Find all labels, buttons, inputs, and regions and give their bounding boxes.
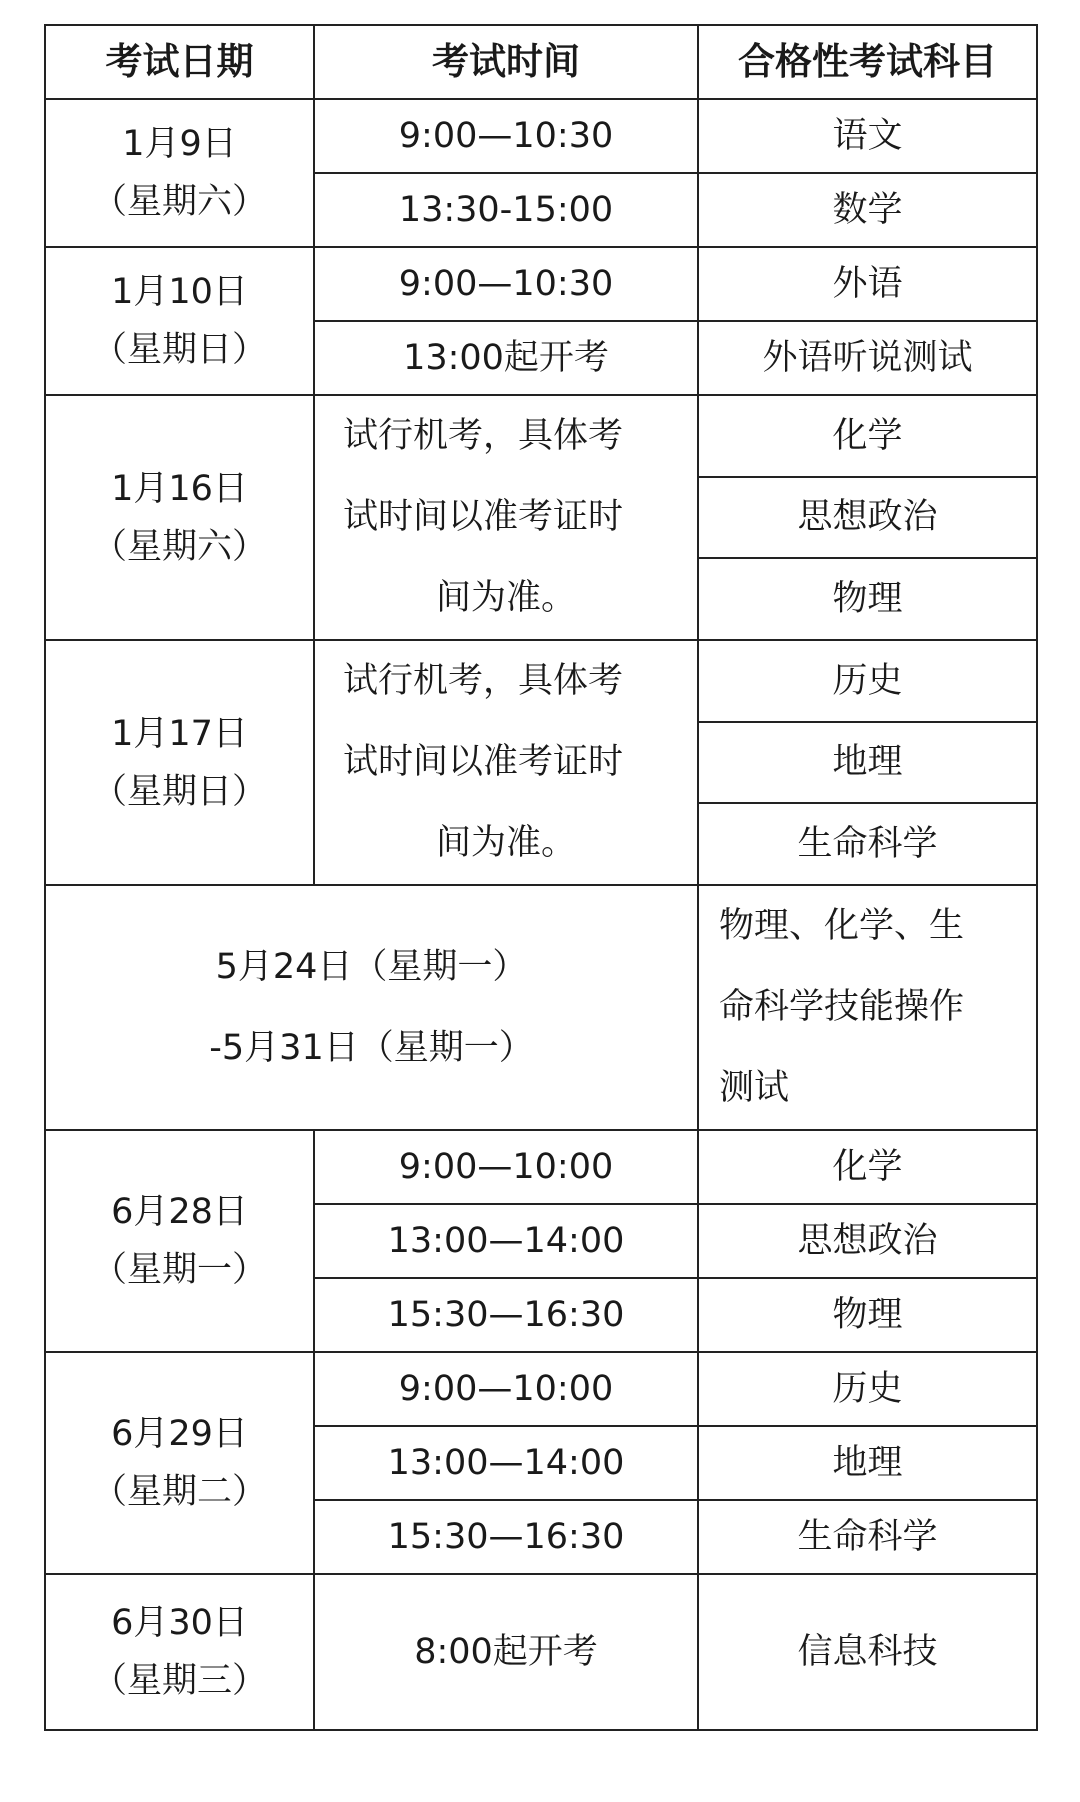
time-cell: 8:00起开考: [314, 1574, 698, 1730]
date-cell: [45, 640, 314, 885]
date-text: 1月16日: [111, 468, 248, 509]
weekday-text: （星期一）: [91, 1250, 267, 1290]
table-row: [45, 247, 1037, 321]
exam-schedule-table: [44, 24, 1038, 1731]
subject-cell: 语文: [698, 99, 1037, 173]
date-cell: [45, 99, 314, 247]
header-time: 考试时间: [314, 25, 698, 99]
subject-cell: 地理: [698, 722, 1037, 804]
time-cell: 13:00—14:00: [314, 1204, 698, 1278]
time-note-line: 间为准。: [435, 578, 576, 618]
time-note-line: 间为准。: [435, 823, 576, 863]
table-row: [45, 640, 1037, 722]
time-note-cell: [314, 395, 698, 640]
subject-cell: 生命科学: [698, 803, 1037, 885]
time-cell: 13:30-15:00: [314, 173, 698, 247]
time-note-cell: [314, 640, 698, 885]
table-row: [45, 395, 1037, 477]
subject-cell: 历史: [698, 1352, 1037, 1426]
weekday-text: （星期六）: [91, 526, 267, 567]
subject-cell: 物理: [698, 1278, 1037, 1352]
time-cell: 15:30—16:30: [314, 1278, 698, 1352]
subject-cell: 化学: [698, 1130, 1037, 1204]
subject-cell: 物理: [698, 558, 1037, 640]
date-text: 1月10日: [111, 272, 248, 312]
date-text: 6月28日: [111, 1192, 248, 1232]
subject-cell: 外语: [698, 247, 1037, 321]
date-text: 1月9日: [122, 124, 237, 164]
table-row: [45, 99, 1037, 173]
subject-cell: 外语听说测试: [698, 321, 1037, 395]
weekday-text: （星期日）: [91, 330, 267, 370]
date-cell: [45, 1574, 314, 1730]
time-note-line: 试行机考，具体考: [343, 416, 624, 456]
time-cell: 9:00—10:30: [314, 247, 698, 321]
time-cell: 9:00—10:00: [314, 1130, 698, 1204]
header-row: [45, 25, 1037, 99]
subject-note-line: 命科学技能操作: [719, 987, 965, 1027]
time-cell: 9:00—10:00: [314, 1352, 698, 1426]
header-date: 考试日期: [45, 25, 314, 99]
time-cell: 9:00—10:30: [314, 99, 698, 173]
time-note-line: 试时间以准考证时: [343, 497, 624, 537]
time-cell: 15:30—16:30: [314, 1500, 698, 1574]
date-range-line: 5月24日（星期一）: [215, 946, 528, 987]
weekday-text: （星期三）: [91, 1661, 267, 1701]
table-row: [45, 1130, 1037, 1204]
subject-note-line: 测试: [719, 1068, 790, 1108]
time-cell: 13:00起开考: [314, 321, 698, 395]
subject-cell: 历史: [698, 640, 1037, 722]
table-row: [45, 885, 1037, 1130]
weekday-text: （星期二）: [91, 1472, 267, 1512]
subject-cell: 信息科技: [698, 1574, 1037, 1730]
date-cell: [45, 1352, 314, 1574]
weekday-text: （星期六）: [91, 182, 267, 222]
time-cell: 13:00—14:00: [314, 1426, 698, 1500]
subject-cell: 生命科学: [698, 1500, 1037, 1574]
subject-cell: 化学: [698, 395, 1037, 477]
date-text: 6月29日: [111, 1414, 248, 1454]
subject-cell: 数学: [698, 173, 1037, 247]
date-text: 1月17日: [111, 713, 248, 754]
header-subject: 合格性考试科目: [698, 25, 1037, 99]
date-cell: [45, 247, 314, 395]
subject-cell: 思想政治: [698, 477, 1037, 559]
date-text: 6月30日: [111, 1603, 248, 1643]
date-range-cell: [45, 885, 698, 1130]
subject-note-cell: [698, 885, 1037, 1130]
date-cell: [45, 1130, 314, 1352]
table-row: [45, 1352, 1037, 1426]
subject-note-line: 物理、化学、生: [719, 906, 965, 946]
subject-cell: 地理: [698, 1426, 1037, 1500]
weekday-text: （星期日）: [91, 771, 267, 812]
date-range-line: -5月31日（星期一）: [209, 1027, 534, 1068]
time-note-line: 试行机考，具体考: [343, 661, 624, 701]
subject-cell: 思想政治: [698, 1204, 1037, 1278]
table-row: [45, 1574, 1037, 1730]
date-cell: [45, 395, 314, 640]
time-note-line: 试时间以准考证时: [343, 742, 624, 782]
